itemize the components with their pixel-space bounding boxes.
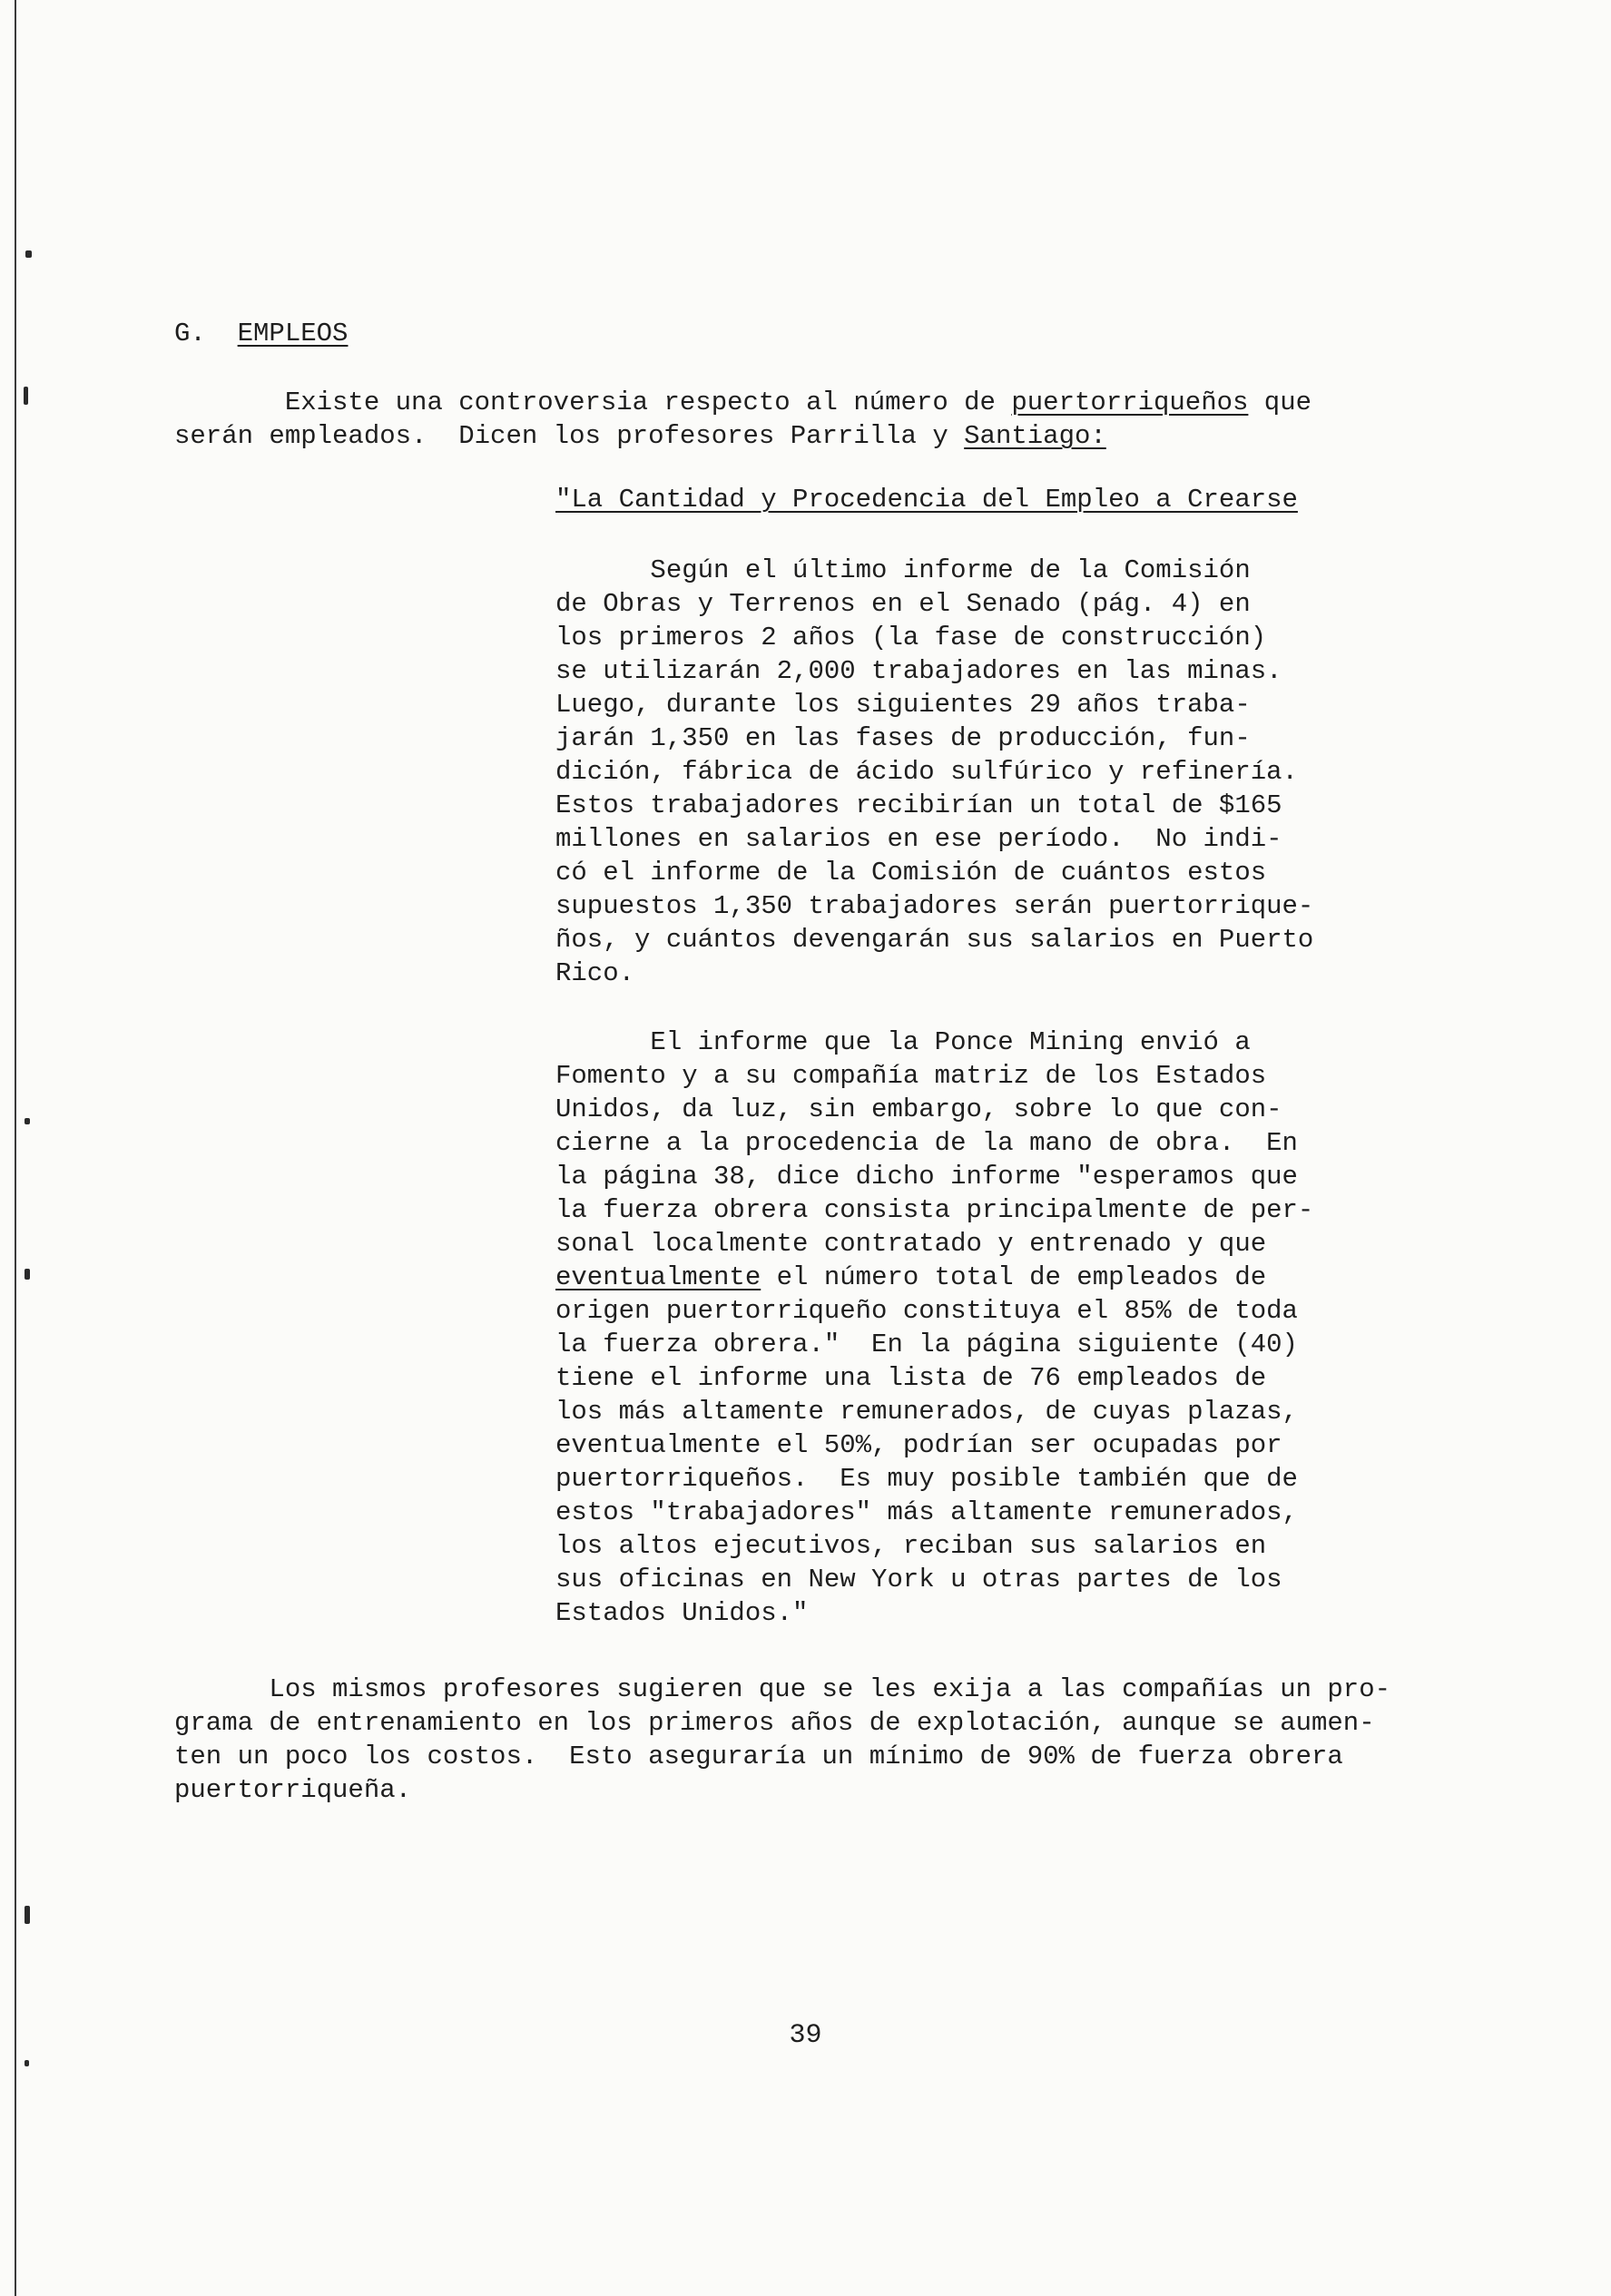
- intro-line2-text: serán empleados. Dicen los profesores Parrilla y: [174, 421, 965, 451]
- section-heading: [174, 317, 348, 350]
- section-number: G.: [174, 319, 206, 348]
- quote-paragraph-2-start: El informe que la Ponce Mining envió a Fomento y a su compañía matriz de los Estados Unidos, da luz, sin embargo, sobre lo que con- cierne a la procedencia de la mano de obra. En la página 38, dice dicho informe "esperamos que la fuerza obrera consista principalmente de per- sonal localmente contratado y entrenado y que: [555, 1027, 1314, 1259]
- scan-speck: [25, 1906, 30, 1924]
- intro-line1-text: Existe una controversia respecto al número de: [174, 388, 1012, 417]
- quote-paragraph-2: [555, 1025, 1313, 1630]
- scan-speck: [25, 2060, 29, 2066]
- intro-line1-end: que: [1248, 388, 1312, 417]
- intro-underlined-name: Santiago:: [964, 421, 1106, 451]
- quote-paragraph-2-end: el número total de empleados de origen puertorriqueño constituya el 85% de toda la fuerza obrera." En la página siguiente (40) tiene el informe una lista de 76 empleados de los más altamente remunerados, de cuyas plazas, eventualmente el 50%, podrían ser ocupadas por puertorriqueños. Es muy posible también que de estos "trabajadores" más altamente remunerados, los altos ejecutivos, reciban sus salarios en sus oficinas en New York u otras partes de los Estados Unidos.": [555, 1262, 1298, 1628]
- scan-speck: [25, 1118, 30, 1124]
- intro-underlined-word: puertorriqueños: [1011, 388, 1249, 417]
- scan-speck: [25, 1269, 30, 1280]
- scan-speck: [24, 387, 28, 405]
- final-paragraph: Los mismos profesores sugieren que se les exija a las compañías un pro- grama de entrenamiento en los primeros años de explotación, aunque se aumen- ten un poco los costos. Esto aseguraría un mínimo de 90% de fuerza obrera puertorriqueña.: [174, 1674, 1391, 1805]
- intro-paragraph: [174, 386, 1311, 453]
- quote-underlined-word: eventualmente: [555, 1262, 761, 1292]
- page-edge-line: [15, 0, 16, 2296]
- quote-paragraph-1: Según el último informe de la Comisión de Obras y Terrenos en el Senado (pág. 4) en los primeros 2 años (la fase de construcción) se utilizarán 2,000 trabajadores en las minas. Luego, durante los siguientes 29 años traba- jarán 1,350 en las fases de producción, fun- dición, fábrica de ácido sulfúrico y refinería. Estos trabajadores recibirían un total de $165 millones en salarios en ese período. No indi- có el informe de la Comisión de cuántos estos supuestos 1,350 trabajadores serán puertorrique- ños, y cuántos devengarán sus salarios en Puerto Rico.: [555, 555, 1314, 988]
- scan-speck: [25, 250, 32, 258]
- quote-title: "La Cantidad y Procedencia del Empleo a Crearse: [555, 485, 1298, 515]
- section-title: EMPLEOS: [237, 319, 349, 348]
- page-number: 39: [789, 2020, 822, 2051]
